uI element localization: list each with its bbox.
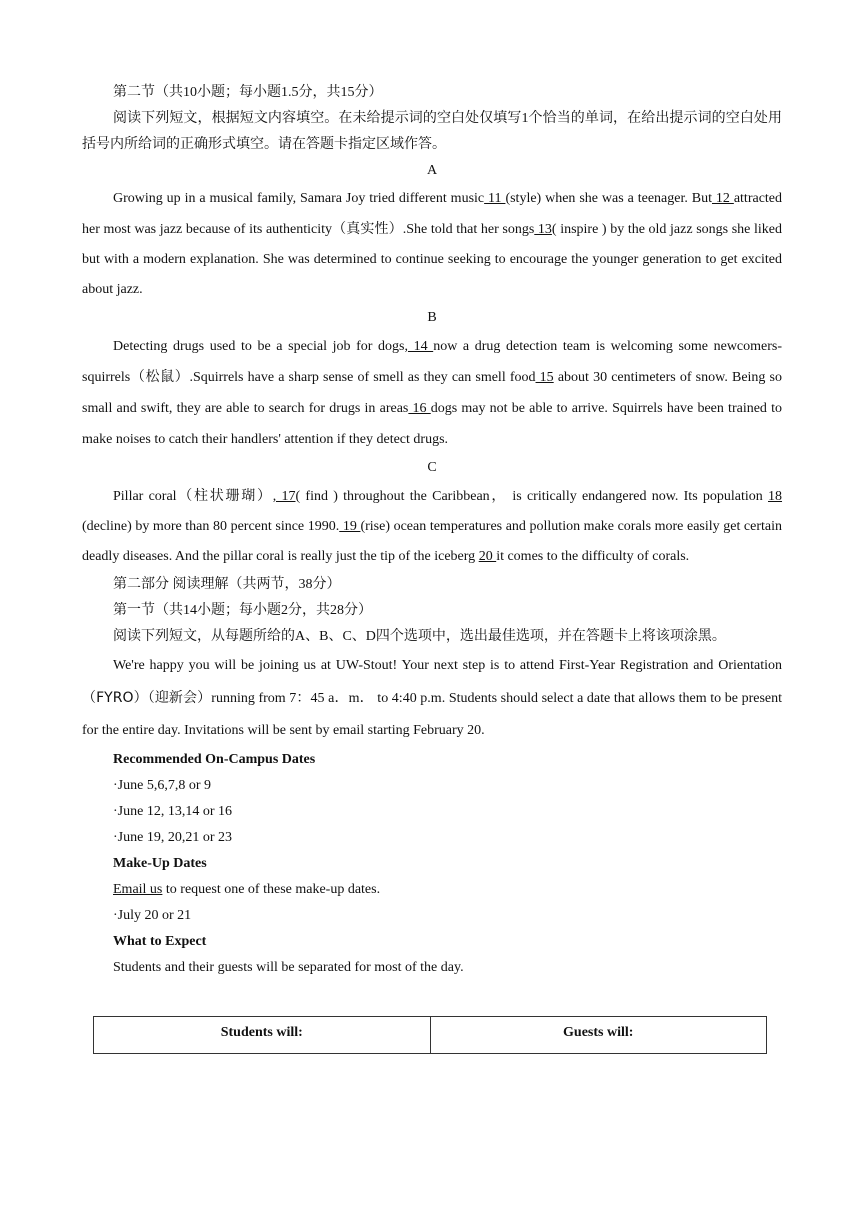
email-us-link[interactable]: Email us — [113, 882, 163, 897]
what-to-expect-heading: What to Expect — [113, 934, 207, 949]
recommended-date-1: ·June 5,6,7,8 or 9 — [113, 778, 211, 793]
what-to-expect-text: Students and their guests will be separated for most of the day. — [113, 960, 464, 975]
passage-c-label: C — [427, 460, 437, 475]
section2-instructions: 阅读下列短文，根据短文内容填空。在未给提示词的空白处仅填写1个恰当的单词，在给出提示词的空白处用括号内所给词的正确形式填空。请在答题卡指定区域作答。 — [82, 111, 782, 152]
blank-18: 18 — [768, 489, 783, 504]
blank-20: 20 — [478, 549, 497, 564]
passage-b-label: B — [427, 310, 437, 325]
blank-16: 16 — [408, 401, 431, 416]
article-intro: We're happy you will be joining us at UW-Stout! Your next step is to attend First-Year Registration and Orientation（FYRO）（迎新会）running from 7：45 a．m． to 4:40 p.m. Students should select a date that allows them to be present for the entire day. Invitations will be sent by email starting February 20. — [82, 658, 782, 738]
makeup-request: Email us to request one of these make-up dates. — [113, 882, 381, 897]
part2-heading: 第二部分 阅读理解（共两节，38分） — [113, 577, 341, 592]
document-page — [82, 80, 782, 981]
passage-c-text: Pillar coral（柱状珊瑚）, 17( find ) throughout the Caribbean， is critically endangered now. Its population 18 (decline) by more than 80 percent since 1990. 19 (rise) ocean temperatures and pollution make corals more easily get certain deadly diseases. And the pillar coral is really just the tip of the iceberg 20 it comes to the difficulty of corals. — [82, 488, 783, 564]
blank-11: 11 — [484, 191, 506, 206]
expectations-table — [93, 1016, 767, 1054]
table-header-guests: Guests will: — [430, 1017, 767, 1054]
passage-b-text: Detecting drugs used to be a special job for dogs, 14 now a drug detection team is welcoming some newcomers-squirrels（松鼠）.Squirrels have a sharp sense of smell as they can smell food 15 about 30 centimeters of snow. Being so small and swift, they are able to search for drugs in areas 16 dogs may not be able to arrive. Squirrels have been trained to make noises to catch their handlers' attention if they detect drugs. — [82, 339, 783, 447]
recommended-date-2: ·June 12, 13,14 or 16 — [113, 804, 232, 819]
part2-subheading: 第一节（共14小题；每小题2分，共28分） — [113, 603, 372, 618]
table-header-students: Students will: — [94, 1017, 431, 1054]
blank-19: 19 — [339, 519, 361, 534]
passage-a-label: A — [426, 163, 438, 178]
blank-17: , 17 — [272, 489, 296, 504]
makeup-dates-heading: Make-Up Dates — [113, 856, 207, 871]
blank-14: 14 — [407, 339, 434, 354]
part2-instructions: 阅读下列短文，从每题所给的A、B、C、D四个选项中，选出最佳选项，并在答题卡上将该项涂黑。 — [113, 629, 726, 644]
blank-12: 12 — [712, 191, 734, 206]
makeup-date: ·July 20 or 21 — [113, 908, 192, 923]
blank-13: 13 — [534, 222, 552, 237]
table-row — [94, 1017, 767, 1054]
recommended-dates-heading: Recommended On-Campus Dates — [113, 752, 316, 767]
section2-heading: 第二节（共10小题；每小题1.5分，共15分） — [113, 85, 383, 100]
recommended-date-3: ·June 19, 20,21 or 23 — [113, 830, 232, 845]
blank-15: 15 — [535, 370, 554, 385]
passage-a-text: Growing up in a musical family, Samara Joy tried different music 11 (style) when she was a teenager. But 12 attracted her most was jazz because of its authenticity（真实性）.She told that her songs 13( inspire ) by the old jazz songs she liked but with a modern explanation. She was determined to continue seeking to encourage the younger generation to get excited about jazz. — [82, 191, 783, 297]
